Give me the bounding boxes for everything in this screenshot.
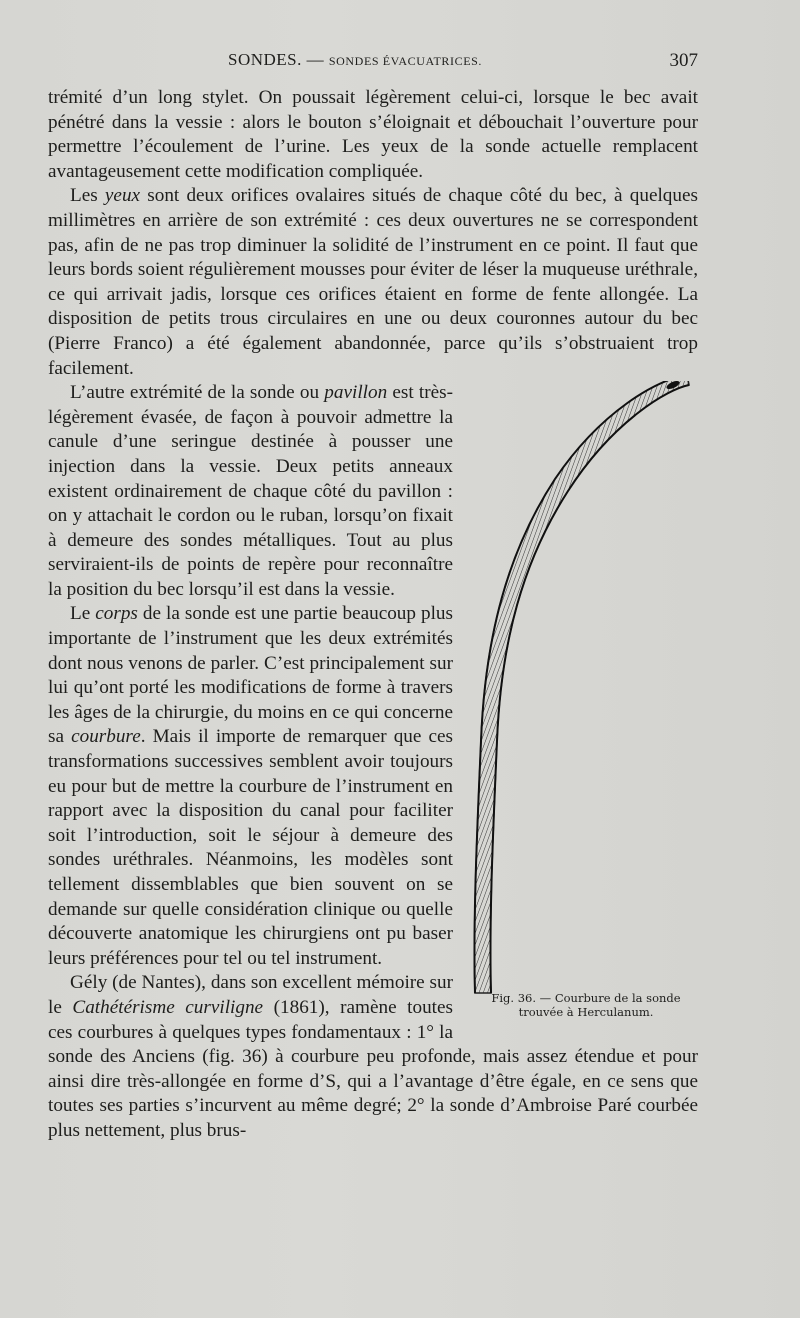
catheter-engraving-icon [463, 381, 698, 1001]
text-run: Gély (de Nantes), dans son excellent mémoire sur le [48, 972, 453, 1018]
italic-term: Cathétérisme curviligne [72, 996, 264, 1018]
text-run: . Mais il importe de remarquer que ces transformations successives semblent avoir toujours eu pour but de mettre la courbure de l’instrument en rapport avec la disposition du canal pour faciliter soit l’introduction, soit le séjour à demeure des sondes uréthrales. Néanmoins, les modèles sont tellement dissemblables que bien souvent on se demande sur quelle considération clinique ou quelle découverte anatomique les chirurgiens ont pu baser leurs préférences pour tel ou tel instrument. [48, 726, 453, 969]
header-title [228, 50, 482, 70]
page-number: 307 [669, 50, 698, 71]
text-run: Les [70, 185, 105, 207]
header-subtitle: SONDES ÉVACUATRICES. [328, 54, 483, 68]
text-run: Le [70, 603, 96, 625]
text-run: (1861), ramène toutes ces courbures à quelques types fondamentaux : 1° la sonde des Anciens (fig. 36) à courbure peu profonde, mais assez étendue et pour ainsi dire très-allongée en forme d’S, qui a l’avantage d’être égale, en ce sens que toutes ses parties s’incurvent au même degré; 2° la sonde d’Ambroise Paré courbée plus nettement, plus brus- [48, 996, 698, 1141]
header-title-main: SONDES. — [228, 50, 325, 69]
figure-caption: Fig. 36. — Courbure de la sonde trouvée à Herculanum. [491, 991, 681, 1020]
text-run: est très-légèrement évasée, de façon à pouvoir admettre la canule d’une seringue destinée à pousser une injection dans la vessie. Deux petits anneaux existent ordinairement de chaque côté du pavillon : on y attachait le cordon ou le ruban, lorsqu’on fixait à demeure des sondes métalliques. Tout au plus serviraient-ils de points de repère pour reconnaître la position du bec lorsqu’il est dans la vessie. [48, 382, 453, 600]
text-run: L’autre extrémité de la sonde ou [70, 382, 325, 404]
italic-term: yeux [104, 185, 141, 207]
body-text [48, 86, 698, 1144]
paragraph-2 [48, 184, 698, 381]
italic-term: pavillon [324, 382, 388, 404]
running-header [48, 50, 698, 76]
text-run: de la sonde est une partie beaucoup plus importante de l’instrument que les deux extrémités dont nous venons de parler. C’est principalement sur lui qu’ont porté les modifications de forme à travers les âges de la chirurgie, du moins en ce qui concerne sa [48, 603, 453, 748]
paragraph-1: trémité d’un long stylet. On poussait légèrement celui-ci, lorsque le bec avait pénétré dans la vessie : alors le bouton s’éloignait et débouchait l’ouverture pour permettre l’écoulement de l’urine. Les yeux de la sonde actuelle remplacent avantageusement cette modification compliquée. [48, 87, 698, 182]
figure-36 [463, 381, 698, 1029]
italic-term: courbure [71, 726, 141, 748]
italic-term: corps [95, 603, 138, 625]
text-run: sont deux orifices ovalaires situés de chaque côté du bec, à quelques millimètres en arrière de son extrémité : ces deux ouvertures ne se correspondent pas, afin de ne pas trop diminuer la solidité de l’instrument en ce point. Il faut que leurs bords soient régulièrement mousses pour éviter de léser la muqueuse uréthrale, ce qui arrivait jadis, lorsque ces orifices étaient en forme de fente allongée. La disposition de petits trous circulaires en une ou deux couronnes autour du bec (Pierre Franco) a été également abandonnée, parce qu’ils s’obstruaient trop facilement. [48, 185, 698, 379]
